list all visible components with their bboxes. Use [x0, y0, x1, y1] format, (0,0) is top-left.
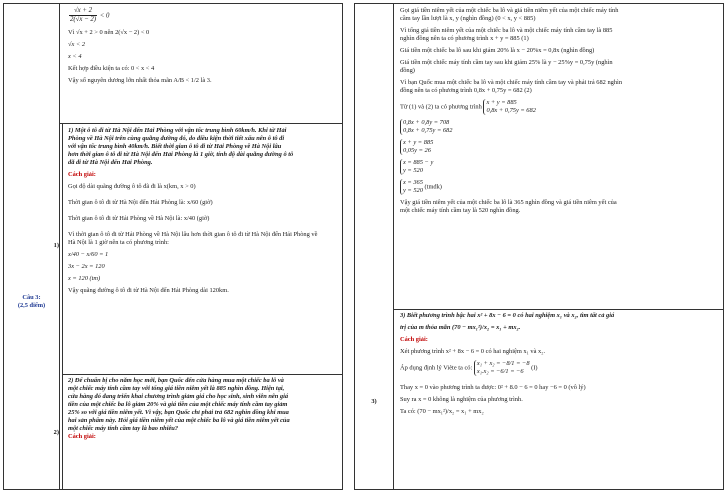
text-line: Xét phương trình x² + 8x − 6 = 0 có hai nghiệm x₁ và x₂.: [400, 348, 546, 355]
equation-system: x = 365 y = 520: [400, 179, 423, 195]
text-line: √x < 2: [68, 40, 86, 48]
question-line: với vận tốc trung bình 40km/h. Biết thời gian ô tô đi từ Hải Phòng về Hà Nội lâu: [68, 143, 282, 150]
problem-number: 3): [371, 398, 377, 405]
divider: [62, 374, 342, 375]
solution-heading: Cách giải:: [68, 171, 96, 178]
problem-1: [64, 127, 342, 295]
section-score: (2,5 điểm): [17, 302, 46, 309]
equation-line: x = 120 (tm): [68, 275, 101, 282]
divider: [393, 4, 394, 489]
text-line: nghìn đồng nên ta có phương trình x + y = 885 (1): [400, 35, 529, 42]
problem-2-solution: [396, 7, 724, 215]
problem-number: 2): [53, 429, 59, 436]
question-line: hai sản phẩm này. Hỏi giá tiền niêm yết của một chiếc ba lô và giá tiền niêm yết của: [68, 417, 290, 424]
text-line: Thời gian ô tô đi từ Hà Nội đến Hải Phòng là: x/60 (giờ): [68, 199, 213, 206]
equation-system: 0,8x + 0,8y = 708 0,8x + 0,75y = 682: [400, 119, 452, 135]
text-line: Gọi giá tiền niêm yết của một chiếc ba lô và giá tiền niêm yết của một chiếc máy tính: [400, 7, 619, 14]
text-line: Ta có: (70 − mx₁²)/x₂ = x₁ + mx₂: [400, 408, 484, 415]
equation-system: x + y = 885 0,05y = 26: [400, 139, 433, 155]
fraction: $\frac{√x + 2}{2(√x - 2)}$: [70, 7, 97, 24]
equation-tag: (I): [531, 364, 538, 372]
question-line: một chiếc máy tính cầm tay là bao nhiêu?: [68, 425, 179, 432]
equation-line: 3x − 2x = 120: [68, 263, 105, 270]
question-line: trị của m thỏa mãn (70 − mx₁²)/x₂ = x₁ + mx₂.: [400, 324, 521, 331]
text-line: Giá tiền một chiếc ba lô sau khi giảm 20% là x − 20%x = 0,8x (nghìn đồng): [400, 47, 595, 54]
divider: [62, 124, 63, 489]
conclusion-line: Vậy quãng đường ô tô đi từ Hà Nội đến Hải Phòng dài 120km.: [68, 287, 229, 294]
problem-2: [64, 377, 342, 441]
text-line: Giá tiền một chiếc máy tính cầm tay sau khi giảm 25% là y − 25%y = 0,75y (nghìn: [400, 59, 613, 66]
problem-3: [396, 312, 724, 416]
text-line: Hà Nội là 1 giờ nên ta có phương trình:: [68, 239, 169, 246]
section-title: Câu 3:: [22, 294, 41, 301]
divider: [59, 123, 342, 124]
question-line: đã đi từ Hà Nội đến Hải Phòng.: [68, 159, 153, 166]
viete-system: x₁ + x₂ = −8/1 = −8 x₁.x₂ = −6/1 = −6: [474, 360, 530, 376]
question-line: 3) Biết phương trình bậc hai x² + 8x − 6 = 0 có hai nghiệm x₁ và x₂, tìm tất cả giá: [400, 312, 615, 319]
conclusion-line: Vậy giá tiền niêm yết của một chiếc ba lô là 365 nghìn đồng và giá tiền niêm yết của: [400, 199, 617, 206]
problem-3-number-cell: [355, 398, 393, 406]
solution-heading: Cách giải:: [400, 336, 428, 343]
problem-1-number-cell: [40, 242, 62, 250]
question-line: cửa hàng đó đang triển khai chương trình giảm giá cho học sinh, sinh viên nên giá: [68, 393, 289, 400]
text-line: Từ (1) và (2) ta có phương trình: [400, 103, 482, 111]
equation-system: x + y = 885 0,8x + 0,75y = 682: [483, 99, 535, 115]
equation-line: x/40 − x/60 = 1: [68, 251, 109, 258]
text-line: Vì √x + 2 > 0 nên 2(√x − 2) < 0: [68, 28, 150, 36]
top-continued-solution: $\frac{√x + 2}{2(√x - 2)}$ < 0 Vì √x + 2 > 0 nên 2(√x − 2) < 0 √x < 2 x < 4 Kết hợp điều kiện ta có: 0 < x < 4 Vậy số nguyên dương lớn nhất thỏa mãn A/B < 1/2 là 3.: [64, 7, 342, 85]
right-column: [354, 3, 724, 490]
text-line: Áp dụng định lý Viète ta có:: [400, 364, 473, 372]
text-line: x < 4: [68, 52, 82, 60]
text-line: Thay x = 0 vào phương trình ta được: 0² + 8.0 − 6 = 0 hay −6 = 0 (vô lý): [400, 384, 586, 391]
problem-2-number-cell: [40, 429, 62, 437]
conclusion-line: Vậy số nguyên dương lớn nhất thỏa mãn A/B < 1/2 là 3.: [68, 76, 212, 84]
divider: [393, 309, 723, 310]
text-line: Gọi độ dài quãng đường ô tô đã đi là x(km, x > 0): [68, 183, 196, 190]
question-line: 25% so với giá tiền niêm yết. Vì vậy, bạn Quốc chỉ phải trả 682 nghìn đồng khi mua: [68, 409, 289, 416]
tmdk-note: (tmdk): [424, 183, 442, 191]
section-label: [4, 294, 59, 310]
question-line: một chiếc máy tính cầm tay với tổng giá tiền niêm yết là 885 nghìn đồng. Hiện tại,: [68, 385, 285, 392]
equation-system: x = 885 − y y = 520: [400, 159, 433, 175]
question-line: 2) Để chuẩn bị cho năm học mới, bạn Quốc đến cửa hàng mua một chiếc ba lô và: [68, 377, 284, 384]
left-column: [3, 3, 343, 490]
conclusion-line: một chiếc máy tính cầm tay là 520 nghìn đồng.: [400, 207, 521, 214]
text-line: đồng): [400, 67, 415, 74]
solution-heading: Cách giải:: [68, 433, 96, 440]
question-line: 1) Một ô tô đi từ Hà Nội đến Hải Phòng với vận tốc trung bình 60km/h. Khi từ Hải: [68, 127, 287, 134]
text-line: cầm tay lần lượt là x, y (nghìn đồng) (0 < x, y < 885): [400, 15, 536, 22]
text-line: đồng nên ta có phương trình 0,8x + 0,75y = 682 (2): [400, 87, 532, 94]
question-line: hơn thời gian ô tô đi từ Hà Nội đến Hải Phòng là 1 giờ, tính độ dài quãng đường ô tô: [68, 151, 294, 158]
question-line: tiền của một chiếc ba lô giảm 20% và giá tiền của một chiếc máy tính cầm tay giảm: [68, 401, 288, 408]
text-line: Suy ra x = 0 không là nghiệm của phương trình.: [400, 396, 523, 403]
question-line: Phòng về Hà Nội trên cùng quãng đường đó, do điều kiện thời tiết xấu nên ô tô đi: [68, 135, 285, 142]
text-line: Vì tổng giá tiền niêm yết của một chiếc ba lô và một chiếc máy tính cầm tay là 885: [400, 27, 613, 34]
text-line: Vì thời gian ô tô đi từ Hải Phòng về Hà Nội lâu hơn thời gian ô tô đi từ Hà Nội đến Hải Phòng về: [68, 231, 318, 238]
text-line: Kết hợp điều kiện ta có: 0 < x < 4: [68, 64, 155, 72]
text-line: Vì bạn Quốc mua một chiếc ba lô và một chiếc máy tính cầm tay và phải trả 682 nghìn: [400, 79, 623, 86]
text-line: Thời gian ô tô đi từ Hải Phòng về Hà Nội là: x/40 (giờ): [68, 215, 210, 222]
problem-number: 1): [53, 242, 59, 249]
